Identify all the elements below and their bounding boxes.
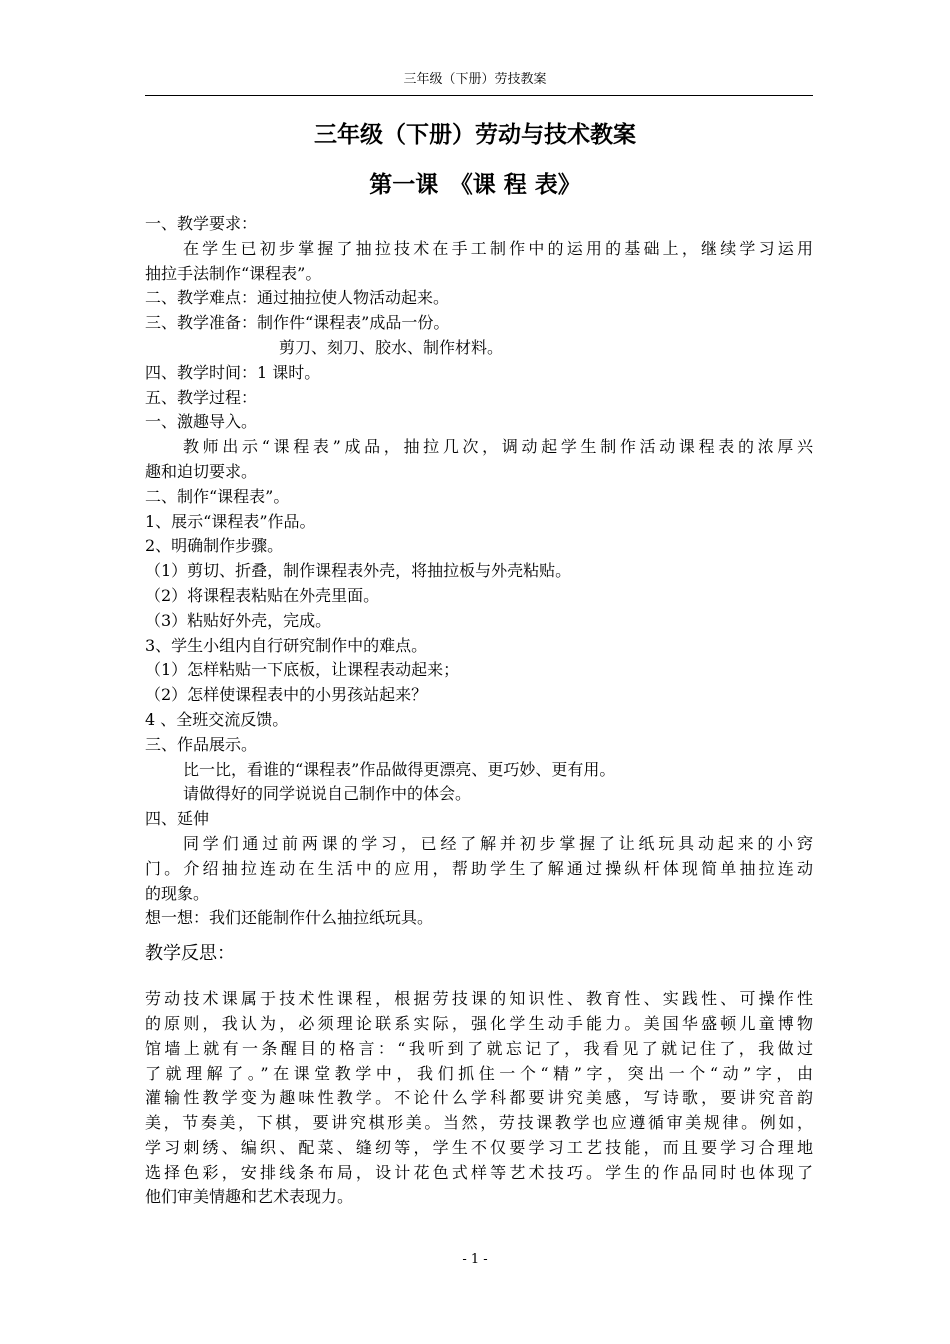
paragraph-line: 趣和迫切要求。 xyxy=(145,461,258,481)
section-heading: 四、教学时间：1 课时。 xyxy=(145,362,321,382)
paragraph-line: 剪刀、刻刀、胶水、制作材料。 xyxy=(279,337,504,357)
reflection-line: 学习刺绣、编织、配菜、缝纫等，学生不仅要学习工艺技能，而且要学习合理地 xyxy=(145,1137,813,1157)
paragraph-line: 在学生已初步掌握了抽拉技术在手工制作中的运用的基础上，继续学习运用 xyxy=(183,238,813,258)
reflection-line: 美，节奏美，下棋，要讲究棋形美。当然，劳技课教学也应遵循审美规律。例如， xyxy=(145,1113,813,1133)
section-heading: 三、作品展示。 xyxy=(145,734,258,754)
document-body xyxy=(145,212,813,1210)
paragraph-line: 抽拉手法制作“课程表”。 xyxy=(145,263,322,283)
reflection-line: 的原则，我认为，必须理论联系实际，强化学生动手能力。美国华盛顿儿童博物 xyxy=(145,1013,813,1033)
reflection-line: 了就理解了。”在课堂教学中，我们抓住一个“精”字，突出一个“动”字，由 xyxy=(145,1063,813,1083)
paragraph-line: 的现象。 xyxy=(145,883,210,903)
spacer xyxy=(145,969,813,987)
running-header: 三年级（下册）劳技教案 xyxy=(403,72,547,87)
document-title: 三年级（下册）劳动与技术教案 xyxy=(314,122,636,148)
reflection-line: 灌输性教学变为趣味性教学。不论什么学科都要讲究美感，写诗歌，要讲究音韵 xyxy=(145,1088,813,1108)
section-heading: 三、教学准备：制作件“课程表”成品一份。 xyxy=(145,313,450,333)
paragraph-line: 教师出示“课程表”成品，抽拉几次，调动起学生制作活动课程表的浓厚兴 xyxy=(183,437,813,457)
paragraph-line: 同学们通过前两课的学习，已经了解并初步掌握了让纸玩具动起来的小窍 xyxy=(183,833,813,853)
page-number: - 1 - xyxy=(462,1252,488,1267)
list-item: （1）怎样粘贴一下底板，让课程表动起来； xyxy=(145,660,460,680)
reflection-line: 他们审美情趣和艺术表现力。 xyxy=(145,1187,354,1207)
paragraph-line: 请做得好的同学说说自己制作中的体会。 xyxy=(183,784,472,804)
header-rule xyxy=(145,95,813,96)
section-heading: 五、教学过程： xyxy=(145,387,258,407)
list-item: （2）怎样使课程表中的小男孩站起来？ xyxy=(145,685,428,705)
lesson-title: 第一课 《课 程 表》 xyxy=(369,172,581,198)
list-item: （3）粘贴好外壳，完成。 xyxy=(145,610,332,630)
reflection-heading: 教学反思： xyxy=(145,943,235,965)
section-heading: 一、教学要求： xyxy=(145,214,258,233)
list-item: 1、展示“课程表”作品。 xyxy=(145,511,316,531)
section-heading: 二、制作“课程表”。 xyxy=(145,486,290,506)
paragraph-line: 想一想：我们还能制作什么抽拉纸玩具。 xyxy=(145,908,434,928)
section-heading: 一、激趣导入。 xyxy=(145,412,258,432)
paragraph-line: 比一比，看谁的“课程表”作品做得更漂亮、更巧妙、更有用。 xyxy=(183,759,616,779)
list-item: （1）剪切、折叠，制作课程表外壳，将抽拉板与外壳粘贴。 xyxy=(145,561,572,581)
list-item: 2、明确制作步骤。 xyxy=(145,536,284,556)
section-heading: 四、延伸 xyxy=(145,809,210,829)
reflection-line: 劳动技术课属于技术性课程，根据劳技课的知识性、教育性、实践性、可操作性 xyxy=(145,989,813,1009)
paragraph-line: 门。介绍抽拉连动在生活中的应用，帮助学生了解通过操纵杆体现简单抽拉连动 xyxy=(145,858,813,878)
reflection-line: 选择色彩，安排线条布局，设计花色式样等艺术技巧。学生的作品同时也体现了 xyxy=(145,1162,813,1182)
list-item: 4 、全班交流反馈。 xyxy=(145,709,289,729)
list-item: （2）将课程表粘贴在外壳里面。 xyxy=(145,585,380,605)
reflection-line: 馆墙上就有一条醒目的格言：“我听到了就忘记了，我看见了就记住了，我做过 xyxy=(145,1038,813,1058)
section-heading: 二、教学难点：通过抽拉使人物活动起来。 xyxy=(145,288,450,308)
list-item: 3、学生小组内自行研究制作中的难点。 xyxy=(145,635,428,655)
